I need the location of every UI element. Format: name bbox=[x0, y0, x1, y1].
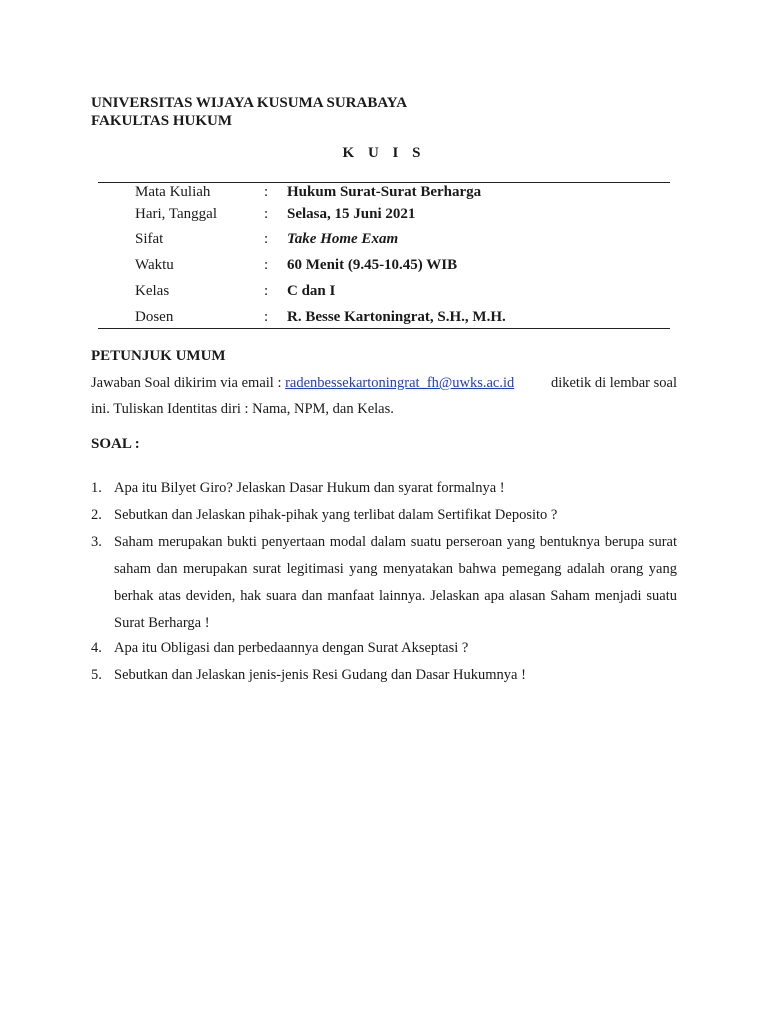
petunjuk-text-after: diketik di lembar soal bbox=[550, 375, 677, 391]
petunjuk-line-1 bbox=[91, 370, 677, 396]
question-item bbox=[91, 635, 677, 662]
faculty-name: FAKULTAS HUKUM bbox=[91, 113, 232, 129]
question-item bbox=[91, 502, 677, 529]
info-row-sifat bbox=[0, 231, 768, 253]
info-label: Sifat bbox=[135, 231, 164, 247]
info-colon: : bbox=[264, 231, 269, 247]
petunjuk-intro: Jawaban Soal dikirim via email : bbox=[91, 375, 282, 391]
petunjuk-line-2: ini. Tuliskan Identitas diri : Nama, NPM, dan Kelas. bbox=[91, 401, 394, 417]
question-text: Apa itu Obligasi dan perbedaannya dengan Surat Akseptasi ? bbox=[114, 640, 469, 656]
info-top-rule bbox=[98, 182, 670, 183]
info-colon: : bbox=[264, 184, 269, 200]
question-number: 3. bbox=[91, 534, 102, 550]
info-colon: : bbox=[264, 206, 269, 222]
info-value: C dan I bbox=[287, 283, 336, 299]
info-label: Dosen bbox=[135, 309, 174, 325]
info-label: Hari, Tanggal bbox=[135, 206, 217, 222]
document-title: K U I S bbox=[342, 145, 426, 161]
info-bottom-rule bbox=[98, 328, 670, 329]
question-item bbox=[91, 475, 677, 502]
info-colon: : bbox=[264, 309, 269, 325]
info-colon: : bbox=[264, 283, 269, 299]
info-value: 60 Menit (9.45-10.45) WIB bbox=[287, 257, 458, 273]
info-row-hari-tanggal bbox=[0, 206, 768, 228]
question-number: 2. bbox=[91, 507, 102, 523]
question-text: Apa itu Bilyet Giro? Jelaskan Dasar Hukum dan syarat formalnya ! bbox=[114, 480, 505, 496]
question-item bbox=[91, 662, 677, 689]
info-label: Kelas bbox=[135, 283, 170, 299]
info-value: R. Besse Kartoningrat, S.H., M.H. bbox=[287, 309, 506, 325]
info-value: Selasa, 15 Juni 2021 bbox=[287, 206, 416, 222]
petunjuk-heading: PETUNJUK UMUM bbox=[91, 348, 226, 364]
info-label: Mata Kuliah bbox=[135, 184, 211, 200]
info-row-waktu bbox=[0, 257, 768, 279]
info-label: Waktu bbox=[135, 257, 174, 273]
email-link[interactable]: radenbessekartoningrat_fh@uwks.ac.id bbox=[285, 375, 515, 391]
info-value: Hukum Surat-Surat Berharga bbox=[287, 184, 482, 200]
university-name: UNIVERSITAS WIJAYA KUSUMA SURABAYA bbox=[91, 95, 408, 111]
question-number: 5. bbox=[91, 667, 102, 683]
question-text: Sebutkan dan Jelaskan jenis-jenis Resi Gudang dan Dasar Hukumnya ! bbox=[114, 667, 526, 683]
info-colon: : bbox=[264, 257, 269, 273]
question-text: Sebutkan dan Jelaskan pihak-pihak yang terlibat dalam Sertifikat Deposito ? bbox=[114, 507, 558, 523]
question-item bbox=[91, 529, 677, 637]
info-row-mata-kuliah bbox=[0, 184, 768, 206]
question-text: Saham merupakan bukti penyertaan modal dalam suatu perseroan yang bentuknya berupa surat saham dan merupakan surat legitimasi yang menyatakan bahwa pemegang adalah orang yang berhak atas deviden, hak suara dan manfaat lainnya. Jelaskan apa alasan Saham menjadi suatu Surat Berharga ! bbox=[114, 534, 677, 631]
question-number: 4. bbox=[91, 640, 102, 656]
question-number: 1. bbox=[91, 480, 102, 496]
info-row-kelas bbox=[0, 283, 768, 305]
info-value: Take Home Exam bbox=[287, 231, 399, 247]
soal-heading: SOAL : bbox=[91, 436, 140, 452]
petunjuk-paragraph bbox=[91, 370, 677, 422]
petunjuk-text-before bbox=[91, 370, 514, 396]
